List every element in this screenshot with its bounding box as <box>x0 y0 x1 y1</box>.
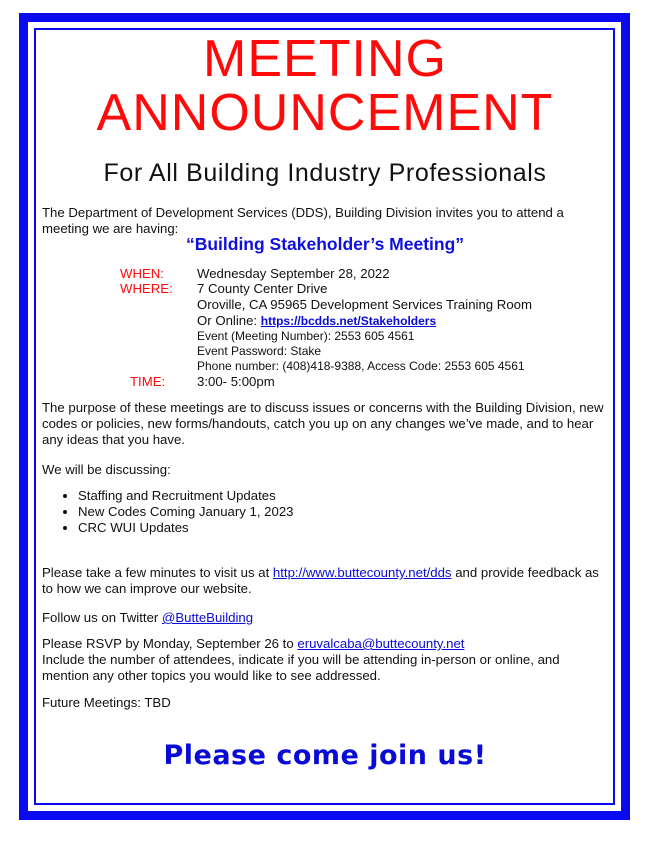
list-item: • Staffing and Recruitment Updates <box>78 488 294 504</box>
online-prefix: Or Online: <box>197 313 261 328</box>
meeting-name: “Building Stakeholder’s Meeting” <box>185 234 465 254</box>
topics-list <box>58 488 294 536</box>
rsvp-before: Please RSVP by Monday, September 26 to <box>42 636 298 651</box>
website-text <box>42 565 610 597</box>
time-value: 3:00- 5:00pm <box>197 374 275 389</box>
website-link[interactable]: http://www.buttecounty.net/dds <box>272 565 452 580</box>
list-item: • New Codes Coming January 1, 2023 <box>78 504 294 520</box>
event-password: Event Password: Stake <box>197 344 322 358</box>
subtitle: For All Building Industry Professionals <box>103 159 547 187</box>
address-line-1: 7 County Center Drive <box>197 281 328 296</box>
time-label: TIME: <box>130 374 166 389</box>
phone-number: Phone number: (408)418-9388, Access Code: 2553 605 4561 <box>197 359 525 373</box>
future-meetings: Future Meetings: TBD <box>42 695 171 710</box>
online-line <box>197 313 436 328</box>
purpose-text: The purpose of these meetings are to discuss issues or concerns with the Building Division, new codes or policies, new forms/handouts, catch you up on any changes we’ve made, and to hear any ideas that you have. <box>42 400 604 447</box>
twitter-text <box>42 610 610 626</box>
list-item: • CRC WUI Updates <box>78 520 294 536</box>
rsvp-email-link[interactable]: eruvalcaba@buttecounty.net <box>297 636 465 651</box>
twitter-link[interactable]: @ButteBuilding <box>161 610 254 625</box>
website-after: and provide feedback as to how we can improve our website. <box>42 565 599 596</box>
address-line-2: Oroville, CA 95965 Development Services Training Room <box>197 297 532 312</box>
closing-banner: Please come join us! <box>163 740 487 771</box>
website-before: Please take a few minutes to visit us at <box>42 565 273 580</box>
when-value: Wednesday September 28, 2022 <box>197 266 390 281</box>
title-line-2: ANNOUNCEMENT <box>96 84 554 142</box>
event-number: Event (Meeting Number): 2553 605 4561 <box>197 329 415 343</box>
intro-text: The Department of Development Services (DDS), Building Division invites you to attend a meeting we are having: <box>42 205 564 236</box>
where-label: WHERE: <box>120 281 173 296</box>
discussing-intro: We will be discussing: <box>42 462 171 477</box>
rsvp-instructions: Include the number of attendees, indicate if you will be attending in-person or online, and mention any other topics you would like to see addressed. <box>42 652 560 683</box>
rsvp-text <box>42 636 610 652</box>
when-label: WHEN: <box>120 266 164 281</box>
title-line-1: MEETING <box>203 30 447 88</box>
twitter-before: Follow us on Twitter <box>42 610 162 625</box>
online-meeting-link[interactable]: https://bcdds.net/Stakeholders <box>260 314 437 328</box>
